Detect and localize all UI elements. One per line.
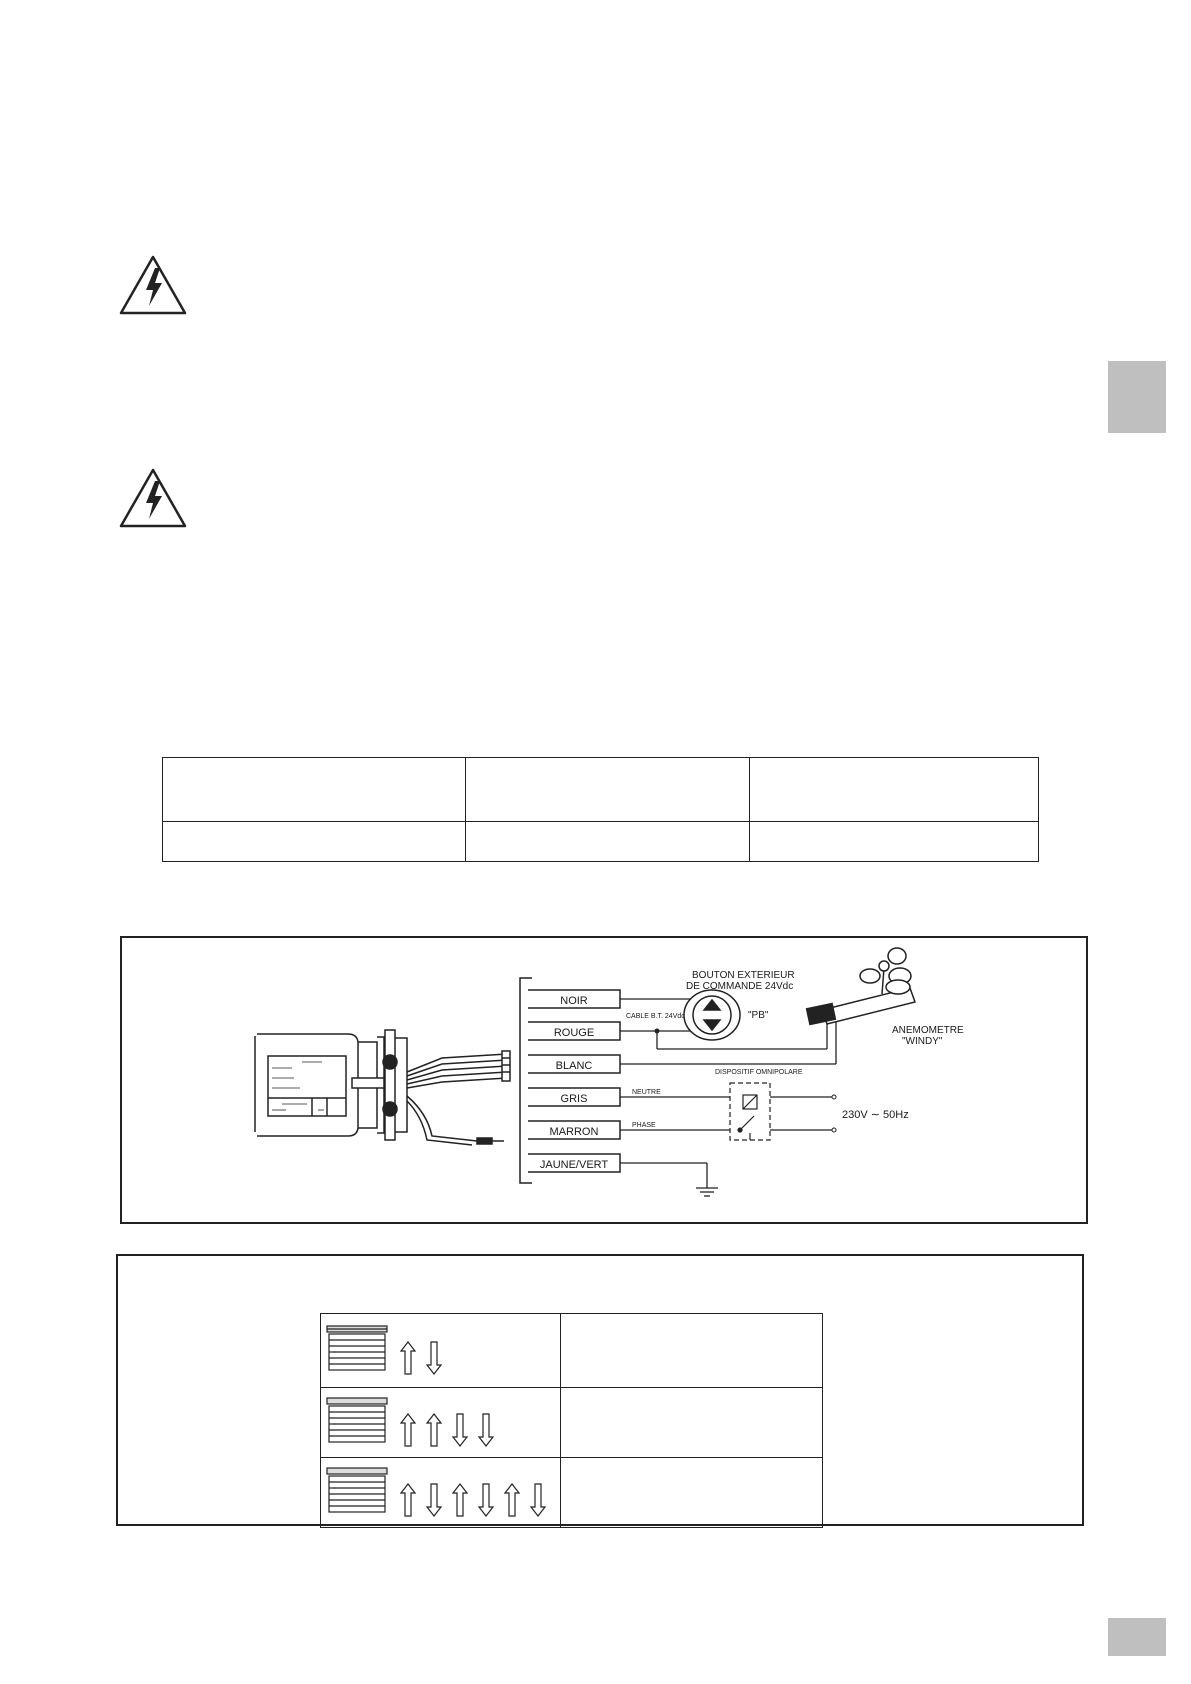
supply-label: 230V ∼ 50Hz: [842, 1109, 909, 1121]
up-arrow-icon: [427, 1414, 441, 1446]
awning-mode-1-graphic: [321, 1314, 560, 1382]
mode-row-single-press: [321, 1314, 561, 1388]
table-cell: [163, 758, 466, 822]
wire-label-noir: NOIR: [560, 995, 588, 1007]
up-arrow-icon: [505, 1484, 519, 1516]
wire-label-gris: GRIS: [560, 1093, 588, 1105]
pb-label: "PB": [748, 1010, 769, 1021]
table-cell: [163, 822, 466, 862]
table-cell: [466, 758, 750, 822]
wiring-diagram: [122, 938, 1086, 1222]
down-arrow-icon: [531, 1484, 545, 1516]
mode-description-cell: [561, 1388, 823, 1458]
specification-table: [162, 757, 1039, 862]
awning-mode-3-graphic: [321, 1458, 560, 1522]
mode-row-double-press: [321, 1388, 561, 1458]
wire-label-blanc: BLANC: [555, 1060, 593, 1072]
anemometer-label-line2: "WINDY": [902, 1036, 943, 1047]
mode-row-triple-press: [321, 1458, 561, 1528]
up-arrow-icon: [453, 1484, 467, 1516]
wire-label-jaune-vert: JAUNE/VERT: [539, 1159, 609, 1171]
table-cell: [466, 822, 750, 862]
mode-description-cell: [561, 1314, 823, 1388]
down-arrow-icon: [479, 1414, 493, 1446]
button-label-line2: DE COMMANDE 24Vdc: [686, 981, 794, 992]
down-arrow-icon: [453, 1414, 467, 1446]
anemometer-label-line1: ANEMOMETRE: [892, 1025, 964, 1036]
tubular-motor: [255, 1030, 510, 1145]
up-arrow-icon: [401, 1342, 415, 1374]
down-arrow-icon: [427, 1484, 441, 1516]
table-cell: [750, 822, 1039, 862]
push-button-device: [684, 990, 740, 1040]
cable-label: CABLE B.T. 24Vdc: [626, 1013, 685, 1020]
electric-hazard-icon: [118, 254, 188, 316]
phase-label: PHASE: [632, 1122, 656, 1129]
mode-description-cell: [561, 1458, 823, 1528]
wiring-diagram-frame: [120, 936, 1088, 1224]
omnipolar-switch: [730, 1083, 832, 1140]
down-arrow-icon: [427, 1342, 441, 1374]
up-arrow-icon: [401, 1414, 415, 1446]
awning-mode-2-graphic: [321, 1388, 560, 1452]
table-cell: [750, 758, 1039, 822]
operating-modes-table: [320, 1313, 823, 1528]
wire-label-rouge: ROUGE: [553, 1027, 595, 1039]
button-label-line1: BOUTON EXTERIEUR: [692, 970, 795, 981]
section-tab: [1108, 361, 1166, 433]
electric-hazard-icon: [118, 467, 188, 529]
up-arrow-icon: [401, 1484, 415, 1516]
neutral-label: NEUTRE: [632, 1089, 661, 1096]
omnipolar-label: DISPOSITIF OMNIPOLARE: [715, 1069, 803, 1076]
down-arrow-icon: [479, 1484, 493, 1516]
wire-label-marron: MARRON: [549, 1126, 599, 1138]
anemometer-device: [807, 948, 915, 1025]
page-number-tab: [1108, 1618, 1166, 1656]
